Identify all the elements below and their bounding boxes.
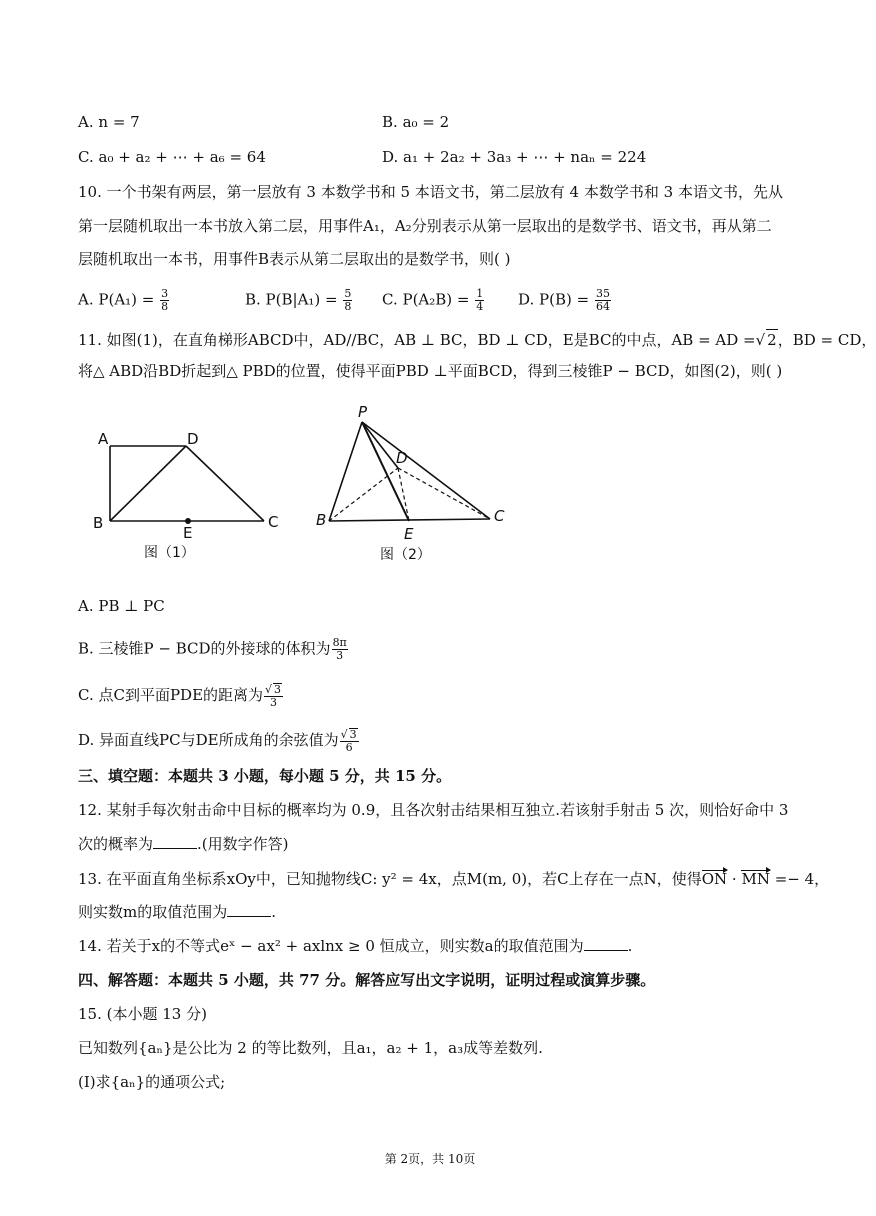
fig2-label-c: C [494,507,505,525]
q11-option-d-fraction [340,728,359,754]
fig2-caption: 图（2） [380,547,431,563]
q10-option-a-prefix: A. P(A₁) = [78,290,155,309]
sqrt-symbol [341,728,348,741]
q14-line-post: . [627,937,633,955]
q11-option-b-fraction [332,637,348,662]
q15-line-1: 已知数列{aₙ}是公比为 2 的等比数列，且a₁，a₂ + 1，a₃成等差数列. [78,1039,543,1057]
q9-option-c-label: C. [78,148,94,166]
q11-option-d [78,728,360,754]
q12-line-1: 12. 某射手每次射击命中目标的概率均为 0.9，且各次射击结果相互独立.若该射手射击 5 次，则恰好命中 3 [78,801,789,819]
q10-option-c [382,288,485,313]
q13-line-2-pre: 则实数m的取值范围为 [78,903,228,921]
q9-option-a-expr: n = 7 [98,113,140,131]
q10-option-b-den: 8 [344,300,352,313]
q11-line-1-radicand: 2 [767,331,777,349]
q13-answer-blank[interactable] [227,916,271,917]
q9-option-b-label: B. [382,113,398,131]
q12-line-2 [78,834,289,854]
q10-option-c-den: 4 [476,300,484,313]
q10-option-c-prefix: C. P(A₂B) = [382,290,470,309]
q10-line-1: 10. 一个书架有两层，第一层放有 3 本数学书和 5 本语文书，第二层放有 4 本数学书和 3 本语文书，先从 [78,183,783,201]
q10-option-d-fraction [595,288,611,313]
q10-option-d-num: 35 [595,287,610,300]
q9-option-b-expr: a₀ = 2 [402,113,450,131]
fig1-caption: 图（1） [144,545,195,561]
section-3-heading: 三、填空题：本题共 3 小题，每小题 5 分，共 15 分。 [78,767,452,785]
q12-line-2-post: .(用数字作答) [197,835,289,853]
q10-option-b [245,288,353,313]
fig2-label-e: E [404,525,414,543]
q9-option-d [382,147,646,167]
q10-option-b-num: 5 [344,287,352,300]
q10-option-a [78,288,170,313]
fig2-label-p: P [358,403,368,421]
fig1-label-b: B [93,514,104,532]
fig1-label-a: A [98,430,109,448]
q11-option-d-radicand: 3 [349,728,357,741]
q11-line-1 [78,329,876,350]
figure-2 [314,405,524,570]
q10-option-c-num: 1 [476,287,484,300]
q10-option-d [518,288,612,313]
q9-option-d-expr: a₁ + 2a₂ + 3a₃ + ⋯ + naₙ = 224 [403,148,647,166]
q15-header: 15. (本小题 13 分) [78,1005,207,1023]
q10-option-b-prefix: B. P(B|A₁) = [245,290,338,309]
sqrt-symbol [265,683,272,696]
q11-option-c-radicand: 3 [274,683,282,696]
q13-dot: · [727,870,742,888]
q11-option-c-fraction [264,683,283,709]
q11-option-d-text: D. 异面直线PC与DE所成角的余弦值为 [78,731,339,749]
sqrt-symbol [756,331,766,349]
q11-option-b-text: B. 三棱锥P − BCD的外接球的体积为 [78,639,331,658]
q11-line-2: 将△ ABD沿BD折起到△ PBD的位置，使得平面PBD ⊥平面BCD，得到三棱锥P − BCD，如图(2)，则( ) [78,362,783,380]
q13-line-2-post: . [271,903,277,921]
q9-option-b [382,112,449,132]
q13-line-1-post: =− 4， [769,870,830,888]
q9-option-a [78,112,140,132]
q11-option-c-den: 3 [270,696,278,709]
section-4-heading: 四、解答题：本题共 5 小题，共 77 分。解答应写出文字说明，证明过程或演算步骤。 [78,971,656,989]
q13-line-2 [78,902,276,922]
figure-1 [88,418,298,568]
q13-vector-mn: MN [741,870,770,888]
q11-option-a: A. PB ⊥ PC [78,597,165,615]
q13-line-1-pre: 13. 在平面直角坐标系xOy中，已知抛物线C: y² = 4x，点M(m, 0)，若C上存在一点N，使得 [78,870,702,888]
q11-line-1-post: ，BD = CD， [777,331,876,349]
q9-option-c [78,147,266,167]
q10-option-b-fraction [343,288,352,313]
q11-option-b-den: 3 [336,649,344,662]
q11-line-1-pre: 11. 如图(1)，在直角梯形ABCD中，AD//BC，AB ⊥ BC，BD ⊥ CD，E是BC的中点，AB = AD = [78,331,756,349]
q10-option-a-num: 3 [161,287,169,300]
q13-line-1 [78,869,829,889]
q11-option-c-text: C. 点C到平面PDE的距离为 [78,686,264,704]
q10-option-c-fraction [475,288,484,313]
q13-vector-on: ON [701,870,728,888]
q12-line-2-pre: 次的概率为 [78,835,154,853]
fig1-label-e: E [183,524,193,542]
fig1-label-c: C [268,513,279,531]
q9-option-d-label: D. [382,148,399,166]
q10-option-a-fraction [160,288,169,313]
q10-line-2: 第一层随机取出一本书放入第二层，用事件A₁，A₂分别表示从第一层取出的是数学书、语文书，再从第二 [78,217,772,235]
q11-option-b-num: 8π [332,636,347,649]
q14-answer-blank[interactable] [584,950,628,951]
fig2-label-b: B [316,511,327,529]
q11-option-d-den: 6 [345,741,353,754]
q11-option-b [78,637,349,662]
q10-option-d-prefix: D. P(B) = [518,290,590,309]
q14-line [78,936,632,956]
q15-part-1: (I)求{aₙ}的通项公式; [78,1073,226,1091]
fig2-label-d: D [396,449,408,467]
q11-option-c [78,683,284,709]
fig1-label-d: D [187,430,199,448]
q14-line-pre: 14. 若关于x的不等式eˣ − ax² + axlnx ≥ 0 恒成立，则实数a的取值范围为 [78,937,584,955]
page-footer: 第 2页，共 10页 [384,1152,476,1166]
q10-line-3: 层随机取出一本书，用事件B表示从第二层取出的是数学书，则( ) [78,250,511,268]
q10-option-d-den: 64 [595,300,610,313]
q9-option-a-label: A. [78,113,94,131]
q12-answer-blank[interactable] [153,848,197,849]
q9-option-c-expr: a₀ + a₂ + ⋯ + a₆ = 64 [98,148,266,166]
q10-option-a-den: 8 [161,300,169,313]
